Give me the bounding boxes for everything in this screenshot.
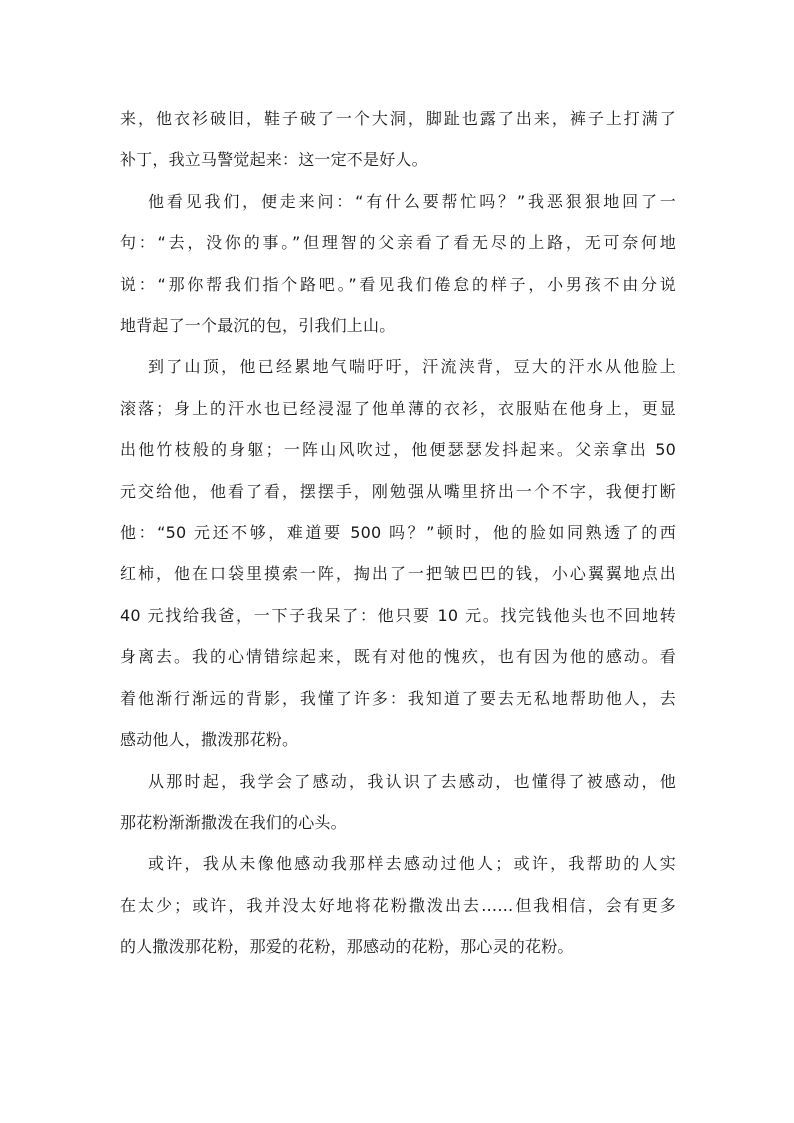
text-line: 他看见我们，便走来问：“有什么要帮忙吗？”我恶狠狠地回了一 bbox=[148, 191, 676, 211]
text-line: 身离去。我的心情错综起来，既有对他的愧疚，也有因为他的感动。看 bbox=[120, 647, 676, 667]
paragraph-1 bbox=[120, 98, 676, 181]
paragraph-5 bbox=[120, 843, 676, 967]
text-line: 那花粉渐渐撒泼在我们的心头。 bbox=[120, 812, 347, 832]
paragraph-3 bbox=[120, 346, 676, 760]
text-line: 红柿，他在口袋里摸索一阵，掏出了一把皱巴巴的钱，小心翼翼地点出 bbox=[120, 564, 676, 584]
text-line: 的人撒泼那花粉，那爱的花粉，那感动的花粉，那心灵的花粉。 bbox=[120, 937, 574, 957]
text-line: 出他竹枝般的身躯；一阵山风吹过，他便瑟瑟发抖起来。父亲拿出 50 bbox=[120, 440, 676, 460]
text-line: 句：“去，没你的事。”但理智的父亲看了看无尽的上路，无可奈何地 bbox=[120, 233, 676, 253]
text-line: 地背起了一个最沉的包，引我们上山。 bbox=[120, 316, 396, 336]
text-line: 到了山顶，他已经累地气喘吁吁，汗流浃背，豆大的汗水从他脸上 bbox=[148, 357, 676, 377]
text-line: 感动他人，撒泼那花粉。 bbox=[120, 730, 299, 750]
text-line: 40 元找给我爸，一下子我呆了：他只要 10 元。找完钱他头也不回地转 bbox=[120, 605, 676, 625]
text-line: 从那时起，我学会了感动，我认识了去感动，也懂得了被感动，他 bbox=[148, 771, 676, 791]
body-text bbox=[120, 98, 676, 968]
text-line: 说：“那你帮我们指个路吧。”看见我们倦怠的样子，小男孩不由分说 bbox=[120, 274, 676, 294]
text-line: 滚落；身上的汗水也已经浸湿了他单薄的衣衫，衣服贴在他身上，更显 bbox=[120, 398, 676, 418]
paragraph-4 bbox=[120, 761, 676, 844]
text-line: 着他渐行渐远的背影，我懂了许多：我知道了要去无私地帮助他人，去 bbox=[120, 688, 676, 708]
text-line: 或许，我从未像他感动我那样去感动过他人；或许，我帮助的人实 bbox=[148, 854, 676, 874]
paragraph-2 bbox=[120, 181, 676, 347]
text-line: 在太少；或许，我并没太好地将花粉撒泼出去……但我相信，会有更多 bbox=[120, 895, 676, 915]
text-line: 补丁，我立马警觉起来：这一定不是好人。 bbox=[120, 150, 428, 170]
text-line: 元交给他，他看了看，摆摆手，刚勉强从嘴里挤出一个不字，我便打断 bbox=[120, 481, 676, 501]
text-line: 来，他衣衫破旧，鞋子破了一个大洞，脚趾也露了出来，裤子上打满了 bbox=[120, 109, 676, 128]
text-line: 他：“50 元还不够，难道要 500 吗？”顿时，他的脸如同熟透了的西 bbox=[120, 523, 676, 543]
